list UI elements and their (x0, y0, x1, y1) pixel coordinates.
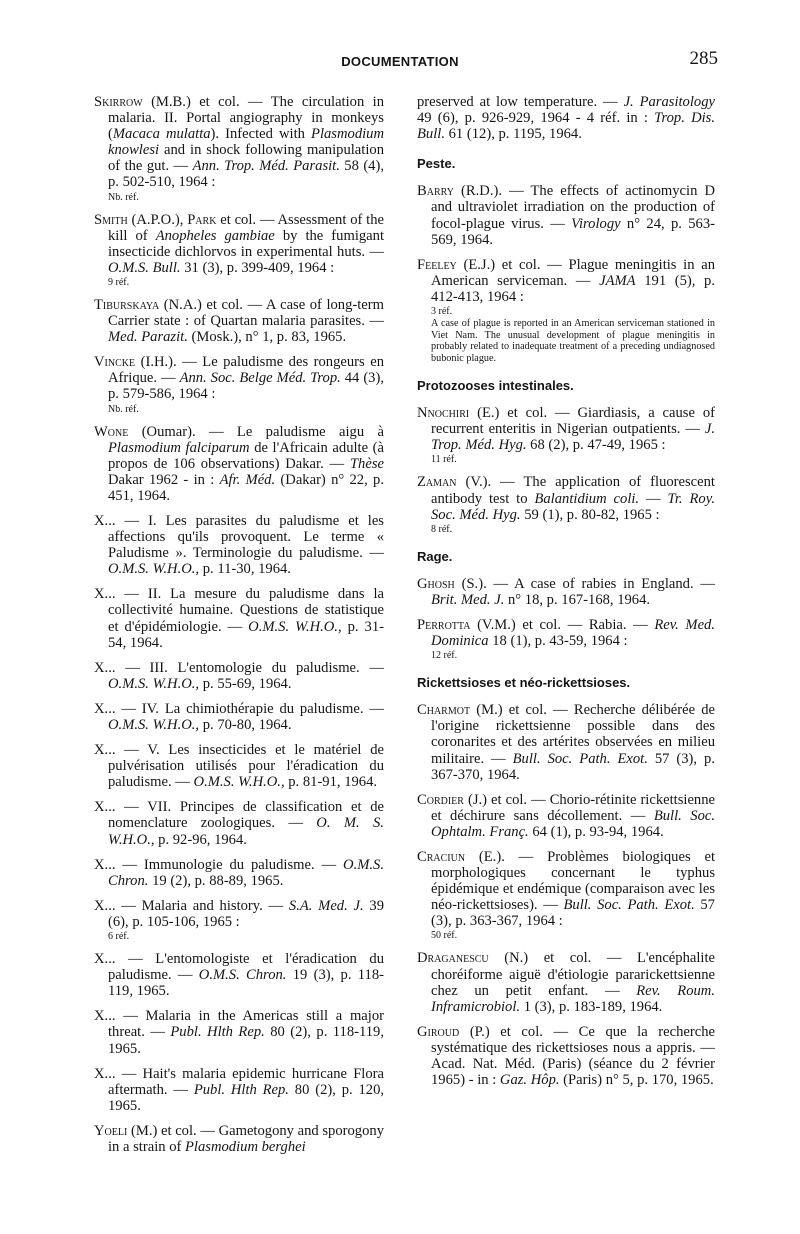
species-name: Macaca mulatta (112, 126, 211, 143)
entry-text: (A.P.O.), (127, 211, 188, 228)
entry-text: preserved at low temperature. — (417, 94, 624, 110)
bibliography-entry (94, 354, 384, 414)
journal-title: O.M.S. Bull. (108, 259, 181, 276)
entry-text: (M.) et col. — Recherche délibérée de l'origine rickettsienne possible dans des coronarites et des artérites observées en milieu militaire. — (431, 702, 715, 767)
journal-title: S.A. Med. J. (288, 897, 364, 914)
entry-text: X... — Malaria in the Americas still a major threat. — (94, 1008, 384, 1041)
journal-title: Publ. Hlth Rep. (193, 1081, 289, 1098)
author-name: Cordier (417, 791, 464, 808)
journal-title: Bull. Soc. Path. Exot. (512, 750, 648, 767)
bibliography-entry-continued (417, 94, 715, 142)
entry-text: 49 (6), p. 926-929, 1964 - 4 réf. in : (417, 110, 655, 127)
entry-text: (N.) et col. — L'encéphalite choréiforme aiguë d'étiologie pararickettsienne chez un petit enfant. — (431, 950, 715, 999)
bibliography-entry (94, 297, 384, 345)
running-head (0, 48, 800, 78)
species-name: Plasmodium falciparum (108, 439, 250, 456)
citation-details: 18 (1), p. 43-59, 1964 : (488, 633, 628, 650)
author-name: Nnochiri (417, 405, 470, 422)
journal-title: O.M.S. W.H.O., (193, 774, 285, 791)
bibliography-entry (94, 742, 384, 790)
journal-title: Publ. Hlth Rep. (170, 1024, 265, 1041)
author-name: Draganescu (417, 950, 489, 967)
journal-title: O.M.S. Chron. (198, 967, 287, 984)
entry-text: (E.) et col. — Giardiasis, a cause of recurrent enteritis in Nigerian outpatients. — (431, 405, 715, 438)
bibliography-entry (417, 405, 715, 465)
author-name: Craciun (417, 849, 466, 865)
entry-text: (P.) et col. — Ce que la recherche systématique des rickettsioses nous a appris. — Acad. Nat. Méd. (Paris) (séance du 2 février 1965) - in : (431, 1023, 715, 1089)
entry-text: (M.) et col. — Gametogony and sporogony in a strain of (108, 1122, 384, 1155)
author-name: Barry (417, 183, 454, 200)
entry-text: — (639, 490, 668, 507)
citation-details: 19 (2), p. 88-89, 1965. (148, 872, 284, 889)
journal-title: Ann. Soc. Belge Méd. Trop. (179, 370, 341, 387)
reference-count: 8 réf. (431, 523, 453, 535)
bibliography-entry (94, 660, 384, 692)
bibliography-entry (94, 424, 384, 504)
entry-text: and in shock following manipulation of the gut. — (108, 142, 384, 175)
journal-title: O.M.S. W.H.O., (108, 561, 200, 578)
entry-text: (N.A.) et col. — A case of long-term Carrier state : of Quartan malaria parasites. — (108, 296, 384, 330)
citation-details: 191 (5), p. 412-413, 1964 : (431, 272, 715, 305)
journal-title: O. M. S. W.H.O., (108, 815, 384, 848)
citation-details: 58 (4), p. 502-510, 1964 : (108, 158, 384, 191)
entry-text: X... — Hait's malaria epidemic hurricane Flora aftermath. — (94, 1065, 384, 1098)
journal-title: Virology (571, 215, 621, 232)
reference-count: 50 réf. (431, 930, 458, 942)
page-number: 285 (689, 48, 718, 69)
citation-details: 39 (6), p. 105-106, 1965 : (108, 897, 384, 930)
journal-title: Trop. Dis. Bull. (417, 110, 715, 143)
citation-details: p. 31-54, 1964. (108, 618, 384, 651)
entry-text: X... — Immunologie du paludisme. — (94, 856, 344, 873)
entry-text: (J.) et col. — Chorio-rétinite rickettsienne et déchirure sans décollement. — (431, 791, 715, 824)
entry-text: Dakar 1962 - in : (108, 471, 220, 488)
journal-title: Gaz. Hôp. (499, 1072, 560, 1089)
journal-title: Afr. Méd. (219, 471, 276, 488)
entry-text: X... — II. La mesure du paludisme dans la collectivité humaine. Questions de statistique et d'épidémiologie. — (94, 586, 384, 635)
bibliography-entry (94, 586, 384, 650)
citation-details: 61 (12), p. 1195, 1964. (444, 126, 582, 143)
author-name: Feeley (417, 256, 457, 273)
species-name: Plasmodium berghei (185, 1138, 306, 1155)
entry-text: ). Infected with (210, 126, 312, 143)
author-name: Zaman (417, 474, 457, 491)
citation-details: 59 (1), p. 80-82, 1965 : (520, 506, 660, 523)
citation-details: p. 81-91, 1964. (284, 774, 378, 791)
journal-title: Bull. Soc. Path. Exot. (563, 897, 695, 914)
entry-text: by the fumigant insecticide dichlorvos in experimental huts. — (108, 227, 384, 260)
citation-details: (Dakar) n° 22, p. 451, 1964. (108, 471, 384, 504)
author-name: Smith (94, 211, 128, 228)
journal-title: Ann. Trop. Méd. Parasit. (192, 158, 340, 175)
journal-title: Tr. Roy. Soc. Méd. Hyg. (431, 490, 716, 523)
author-name: Giroud (417, 1023, 460, 1040)
bibliography-entry (94, 857, 384, 889)
journal-title: Rev. Med. Dominica (431, 616, 715, 650)
citation-details: 31 (3), p. 399-409, 1964 : (180, 259, 335, 276)
bibliography-entry (417, 617, 715, 661)
citation-details: p. 92-96, 1964. (154, 831, 247, 848)
author-name: Wone (94, 423, 129, 440)
bibliography-entry (417, 474, 715, 534)
abstract-note: A case of plague is reported in an American serviceman stationed in Viet Nam. The unusual development of plague meningitis in probably related to inadequate treatment of a preceding undiagnosed bubonic plague. (431, 318, 715, 364)
journal-title: O.M.S. W.H.O., (108, 717, 200, 733)
bibliography-entry (94, 94, 384, 203)
reference-count: 12 réf. (431, 650, 458, 662)
entry-text: X... — Malaria and history. — (94, 897, 289, 914)
entry-text: (M.B.) et col. — The circulation in malaria. II. Portal angiography in monkeys ( (108, 94, 384, 143)
bibliography-entry (94, 1008, 384, 1056)
subject-heading: Protozooses intestinales. (417, 378, 574, 394)
bibliography-entry (94, 212, 384, 288)
reference-count: 6 réf. (108, 931, 130, 943)
citation-details: (Paris) n° 5, p. 170, 1965. (559, 1072, 714, 1089)
thesis-label: Thèse (349, 455, 384, 472)
bibliography-entry (94, 951, 384, 999)
bibliography-entry (417, 702, 715, 782)
entry-text: (Oumar). — Le paludisme aigu à (128, 423, 384, 440)
entry-text: X... — IV. La chimiothérapie du paludisme. — (94, 700, 384, 717)
subject-heading: Rickettsioses et néo-rickettsioses. (417, 675, 631, 691)
journal-title: O.M.S. Chron. (108, 856, 384, 889)
bibliography-entry (417, 849, 715, 941)
citation-details: 1 (3), p. 183-189, 1964. (520, 998, 663, 1015)
journal-title: Bull. Soc. Ophtalm. Franç. (431, 807, 715, 840)
journal-title: JAMA (599, 272, 636, 289)
species-name: Plasmodium knowlesi (108, 126, 384, 159)
entry-text: X... — VII. Principes de classification et de nomenclature zoologiques. — (94, 799, 384, 832)
entry-text: (I.H.). — Le paludisme des rongeurs en Afrique. — (108, 354, 384, 387)
journal-title: Brit. Med. J. (431, 591, 505, 608)
author-name: Tiburskaya (94, 296, 160, 313)
citation-details: 80 (2), p. 118-119, 1965. (108, 1024, 384, 1057)
entry-text: X... — I. Les parasites du paludisme et les affections qu'ils provoquent. Le terme « Paludisme ». Terminologie du paludisme. — (94, 512, 384, 562)
author-name: Ghosh (417, 575, 455, 592)
author-name: Vincke (94, 354, 136, 371)
citation-details: 64 (1), p. 93-94, 1964. (528, 823, 664, 840)
citation-details: 68 (2), p. 47-49, 1965 : (526, 437, 666, 454)
bibliography-entry (417, 950, 715, 1014)
bibliography-entry (94, 799, 384, 847)
entry-text: X... — III. L'entomologie du paludisme. — (94, 659, 384, 676)
entry-text: (V.). — The application of fluorescent antibody test to (431, 474, 715, 507)
citation-details: p. 55-69, 1964. (199, 675, 292, 692)
citation-details: p. 11-30, 1964. (199, 561, 291, 578)
entry-text: (S.). — A case of rabies in England. — (454, 575, 715, 592)
journal-title: Med. Parazit. (108, 329, 188, 346)
reference-count: Nb. réf. (108, 403, 139, 415)
journal-title: Rev. Roum. Inframicrobiol. (431, 982, 715, 1015)
section-title: DOCUMENTATION (341, 54, 459, 69)
bibliography-entry (417, 576, 715, 608)
entry-text: et col. — Assessment of the kill of (108, 211, 384, 244)
entry-text: X... — V. Les insecticides et le matériel de pulvérisation utilisés pour l'éradication du paludisme. — (94, 742, 384, 791)
species-name: Balantidium coli. (534, 490, 640, 507)
citation-details: 57 (3), p. 367-370, 1964. (431, 750, 715, 783)
citation-details: 19 (3), p. 118-119, 1965. (108, 967, 384, 1000)
entry-text: (V.M.) et col. — Rabia. — (470, 616, 655, 633)
citation-details: 57 (3), p. 363-367, 1964 : (431, 897, 715, 930)
subject-heading: Rage. (417, 548, 453, 564)
species-name: Anopheles gambiae (155, 227, 275, 244)
bibliography-entry (94, 701, 384, 733)
author-name: Charmot (417, 702, 471, 719)
reference-count: 9 réf. (108, 276, 130, 288)
citation-details: 80 (2), p. 120, 1965. (108, 1081, 385, 1114)
citation-details: n° 24, p. 563-569, 1964. (431, 215, 715, 248)
entry-text: X... — L'entomologiste et l'éradication du paludisme. — (94, 951, 384, 984)
entry-text: de l'Africain adulte (à propos de 106 observations) Dakar. — (108, 439, 385, 472)
bibliography-entry (94, 1066, 384, 1114)
right-column (417, 94, 715, 1097)
bibliography-entry (417, 792, 715, 840)
bibliography-entry (94, 898, 384, 942)
citation-details: n° 18, p. 167-168, 1964. (504, 591, 651, 608)
subject-heading: Peste. (417, 156, 456, 172)
bibliography-entry (417, 183, 715, 247)
reference-count: Nb. réf. (108, 191, 139, 203)
journal-title: J. Parasitology (623, 94, 715, 110)
journal-title: J. Trop. Méd. Hyg. (431, 421, 715, 454)
author-name: Perrotta (417, 616, 471, 633)
entry-text: (E.J.) et col. — Plague meningitis in an American serviceman. — (431, 256, 715, 289)
journal-title: O.M.S. W.H.O., (108, 675, 200, 692)
bibliography-entry (417, 1024, 715, 1088)
author-name: Park (187, 211, 217, 228)
reference-count: 11 réf. (431, 454, 457, 466)
citation-details: 44 (3), p. 579-586, 1964 : (108, 370, 384, 403)
journal-title: O.M.S. W.H.O., (248, 618, 342, 635)
bibliography-entry (94, 1123, 384, 1155)
citation-details: (Mosk.), n° 1, p. 83, 1965. (187, 329, 347, 346)
author-name: Yoeli (94, 1122, 128, 1139)
entry-text: (E.). — Problèmes biologiques et morphologiques concernant le typhus épidémique et endémique (comparaison avec les néo-rickettsioses). — (431, 849, 715, 914)
author-name: Skirrow (94, 94, 143, 110)
entry-text: (R.D.). — The effects of actinomycin D and ultraviolet irradiation on the production of focol-plague virus. — (431, 183, 715, 232)
bibliography-entry (417, 257, 715, 364)
reference-count: 3 réf. (431, 306, 453, 318)
bibliography-entry (94, 513, 384, 577)
citation-details: p. 70-80, 1964. (199, 717, 292, 733)
left-column (94, 94, 384, 1164)
